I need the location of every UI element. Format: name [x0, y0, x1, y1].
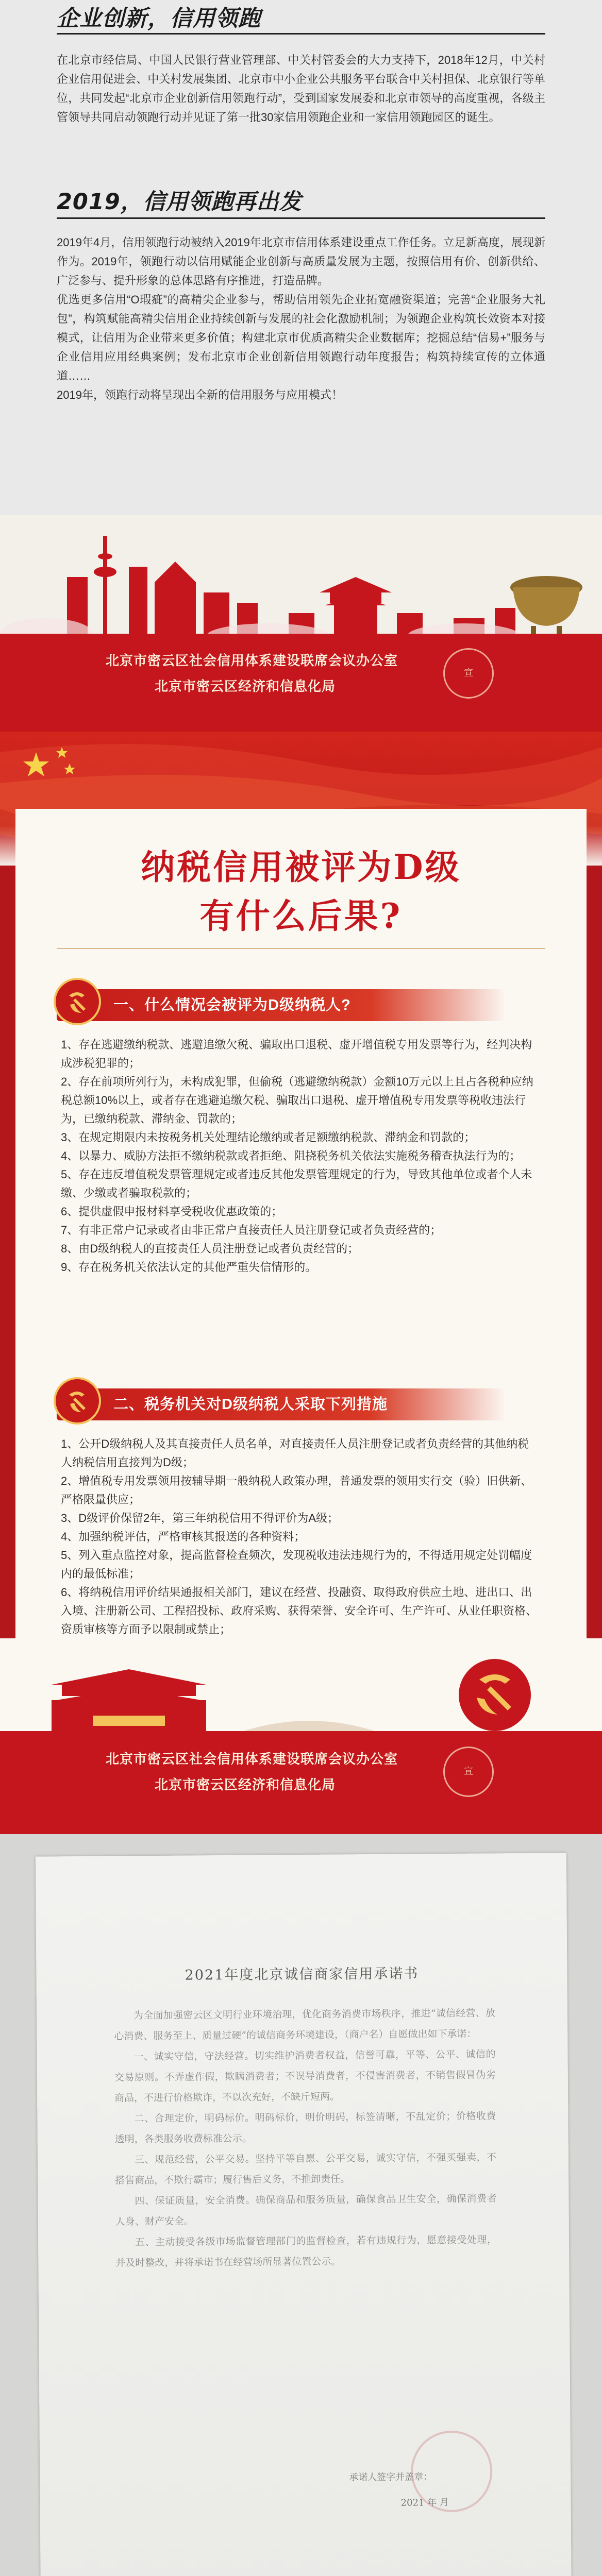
- list-item: 2、存在前项所列行为，未构成犯罪，但偷税（逃避缴纳税款）金额10万元以上且占各税种应纳税总额10%以上，或者存在逃避追缴欠税、骗取出口退税、虚开增值税专用发票等税收违法行为，已缴纳税款、滞纳金、罚款的；: [61, 1075, 533, 1125]
- paragraph-intro: 在北京市经信局、中国人民银行营业管理部、中关村管委会的大力支持下，2018年12月，中关村企业信用促进会、中关村发展集团、北京市中小企业公共服务平台联合中关村担保、北京银行等单位，共同发起“北京市企业创新信用领跑行动”，受到国家发展委和北京市领导的高度重视，各级主管领导共同启动领跑行动并见证了第一批30家信用领跑企业和一家信用领跑园区的诞生。: [57, 54, 545, 124]
- section-header-conditions: [57, 989, 505, 1021]
- party-emblem-icon: [54, 978, 101, 1025]
- organization-name: 北京市密云区经济和信息化局: [155, 1777, 336, 1793]
- conditions-list: [61, 1036, 539, 1277]
- heading-underline: [57, 217, 545, 219]
- commitment-letter-photo: [0, 1834, 602, 2576]
- poster-footer: [0, 1638, 602, 1834]
- heading-enterprise-innovation: 企业创新，信用领跑: [57, 6, 261, 31]
- letter-sheet: [36, 1853, 572, 2576]
- letter-paragraph: 一、诚实守信，守法经营。切实维护消费者权益，信誉可靠，平等、公平、诚信的交易原则。不弄虚作假，欺瞒消费者；不误导消费者，不侵害消费者，不销售假冒伪劣商品，不进行价格欺诈，不以次充好，不缺斤短两。: [114, 2048, 496, 2104]
- banner-skyline: [0, 515, 602, 732]
- section-header-text: 二、税务机关对D级纳税人采取下列措施: [113, 1396, 388, 1413]
- poster-title-line1: 纳税信用被评为D级: [141, 847, 461, 887]
- letter-paragraph: 三、规范经营，公平交易。坚持平等自愿、公平交易，诚实守信，不强买强卖，不搭售商品，不欺行霸市；履行售后义务，不推卸责任。: [115, 2151, 497, 2187]
- article-section: [0, 0, 602, 515]
- organization-name: 北京市密云区社会信用体系建设联席会议办公室: [106, 1752, 398, 1767]
- list-item: 5、存在违反增值税发票管理规定或者违反其他发票管理规定的行为，导致其他单位或者个人未缴、少缴或者骗取税款的；: [61, 1168, 532, 1199]
- letter-paragraph: 二、合理定价，明码标价。明码标价，明价明码，标签清晰，不乱定价；价格收费透明，各类服务收费标准公示。: [114, 2110, 496, 2145]
- letter-paragraph: 为全面加强密云区文明行业环境治理，优化商务消费市场秩序，推进“诚信经营、放心消费、服务至上、质量过硬”的诚信商务环境建设，（商户名）自愿做出如下承诺：: [114, 2007, 496, 2042]
- list-item: 6、将纳税信用评价结果通报相关部门，建议在经营、投融资、取得政府供应土地、进出口、出入境、注册新公司、工程招投标、政府采购、获得荣誉、安全许可、生产许可、从业任职资格、资质审核等方面予以限制或禁止；: [61, 1586, 538, 1636]
- tax-credit-poster: [0, 732, 602, 1834]
- letter-paragraph: 五、主动接受各级市场监督管理部门的监督检查，若有违规行为，愿意接受处理，并及时整改，并将承诺书在经营场所显著位置公示。: [115, 2234, 497, 2269]
- paragraph-line: 2019年4月，信用领跑行动被纳入2019年北京市信用体系建设重点工作任务。立足新高度，展现新作为。2019年，领跑行动以信用赋能企业创新与高质量发展为主题，按照信用有价、创新供给、广泛参与、提升形象的总体思路有序推进，打造品牌。: [57, 236, 545, 287]
- list-item: 1、存在逃避缴纳税款、逃避追缴欠税、骗取出口退税、虚开增值税专用发票等行为，经判决构成涉税犯罪的；: [61, 1038, 532, 1070]
- paragraph-line: 优选更多信用“O瑕疵”的高精尖企业参与，帮助信用领先企业拓宽融资渠道；完善“企业服务大礼包”，构筑赋能高精尖信用企业持续创新与发展的社会化激励机制；为领跑企业构筑长效资本对接模式，让信用为企业带来更多价值；构建北京市优质高精尖企业数据库；挖掘总结“信易+”服务与企业信用应用经典案例；发布北京市企业创新信用领跑行动年度报告；构筑持续宣传的立体通道……: [57, 293, 545, 382]
- list-item: 2、增值税专用发票领用按辅导期一般纳税人政策办理，普通发票的领用实行交（验）旧供新、严格限量供应；: [61, 1475, 532, 1506]
- hammer-sickle-icon: [459, 1659, 531, 1731]
- list-item: 1、公开D级纳税人及其直接责任人员名单，对直接责任人员注册登记或者负责经营的其他纳税人纳税信用直接判为D级；: [61, 1437, 529, 1469]
- divider: [57, 948, 545, 949]
- paragraph-line: 2019年，领跑行动将呈现出全新的信用服务与应用模式！: [57, 388, 343, 401]
- seal-stamp: 宣: [443, 648, 494, 699]
- section-header-text: 一、什么情况会被评为D级纳税人?: [113, 997, 351, 1013]
- list-item: 7、有非正常户记录或者由非正常户直接责任人员注册登记或者负责经营的；: [61, 1224, 442, 1236]
- heading-2019-restart: 2019，信用领跑再出发: [57, 189, 302, 215]
- tiananmen-illustration: [0, 1638, 602, 1741]
- letter-date: 2021 年 月: [400, 2497, 449, 2509]
- letter-title: 2021年度北京诚信商家信用承诺书: [185, 1965, 419, 1984]
- section-header-measures: [57, 1388, 505, 1420]
- letter-paragraph: 四、保证质量，安全消费。确保商品和服务质量，确保食品卫生安全，确保消费者人身、财产安全。: [115, 2193, 497, 2228]
- seal-stamp: 宣: [443, 1747, 494, 1797]
- party-emblem-icon: [54, 1377, 101, 1425]
- list-item: 5、列入重点监控对象，提高监督检查频次，发现税收违法违规行为的，不得适用规定处罚幅度内的最低标准；: [61, 1549, 532, 1580]
- organization-name: 北京市密云区社会信用体系建设联席会议办公室: [106, 653, 398, 669]
- list-item: 6、提供虚假申报材料享受税收优惠政策的；: [61, 1205, 283, 1218]
- list-item: 9、存在税务机关依法认定的其他严重失信情形的。: [61, 1261, 317, 1274]
- list-item: 8、由D级纳税人的直接责任人员注册登记或者负责经营的；: [61, 1242, 359, 1255]
- organization-name: 北京市密云区经济和信息化局: [155, 679, 336, 694]
- list-item: 4、以暴力、威胁方法拒不缴纳税款或者拒绝、阻挠税务机关依法实施税务稽查执法行为的；: [61, 1149, 521, 1162]
- letter-signature-label: 承诺人签字并盖章：: [349, 2471, 433, 2483]
- poster-title-line2: 有什么后果?: [199, 896, 403, 936]
- paragraph-2019: [57, 233, 545, 404]
- beijing-skyline-illustration: [0, 515, 602, 649]
- list-item: 3、在规定期限内未按税务机关处理结论缴纳或者足额缴纳税款、滞纳金和罚款的；: [61, 1131, 476, 1144]
- list-item: 4、加强纳税评估，严格审核其报送的各种资料；: [61, 1530, 306, 1543]
- letter-body: [114, 2003, 497, 2273]
- heading-underline: [57, 33, 545, 35]
- red-banner: [0, 1731, 602, 1834]
- red-banner: [0, 634, 602, 732]
- list-item: 3、D级评价保留2年，第三年纳税信用不得评价为A级；: [61, 1512, 339, 1524]
